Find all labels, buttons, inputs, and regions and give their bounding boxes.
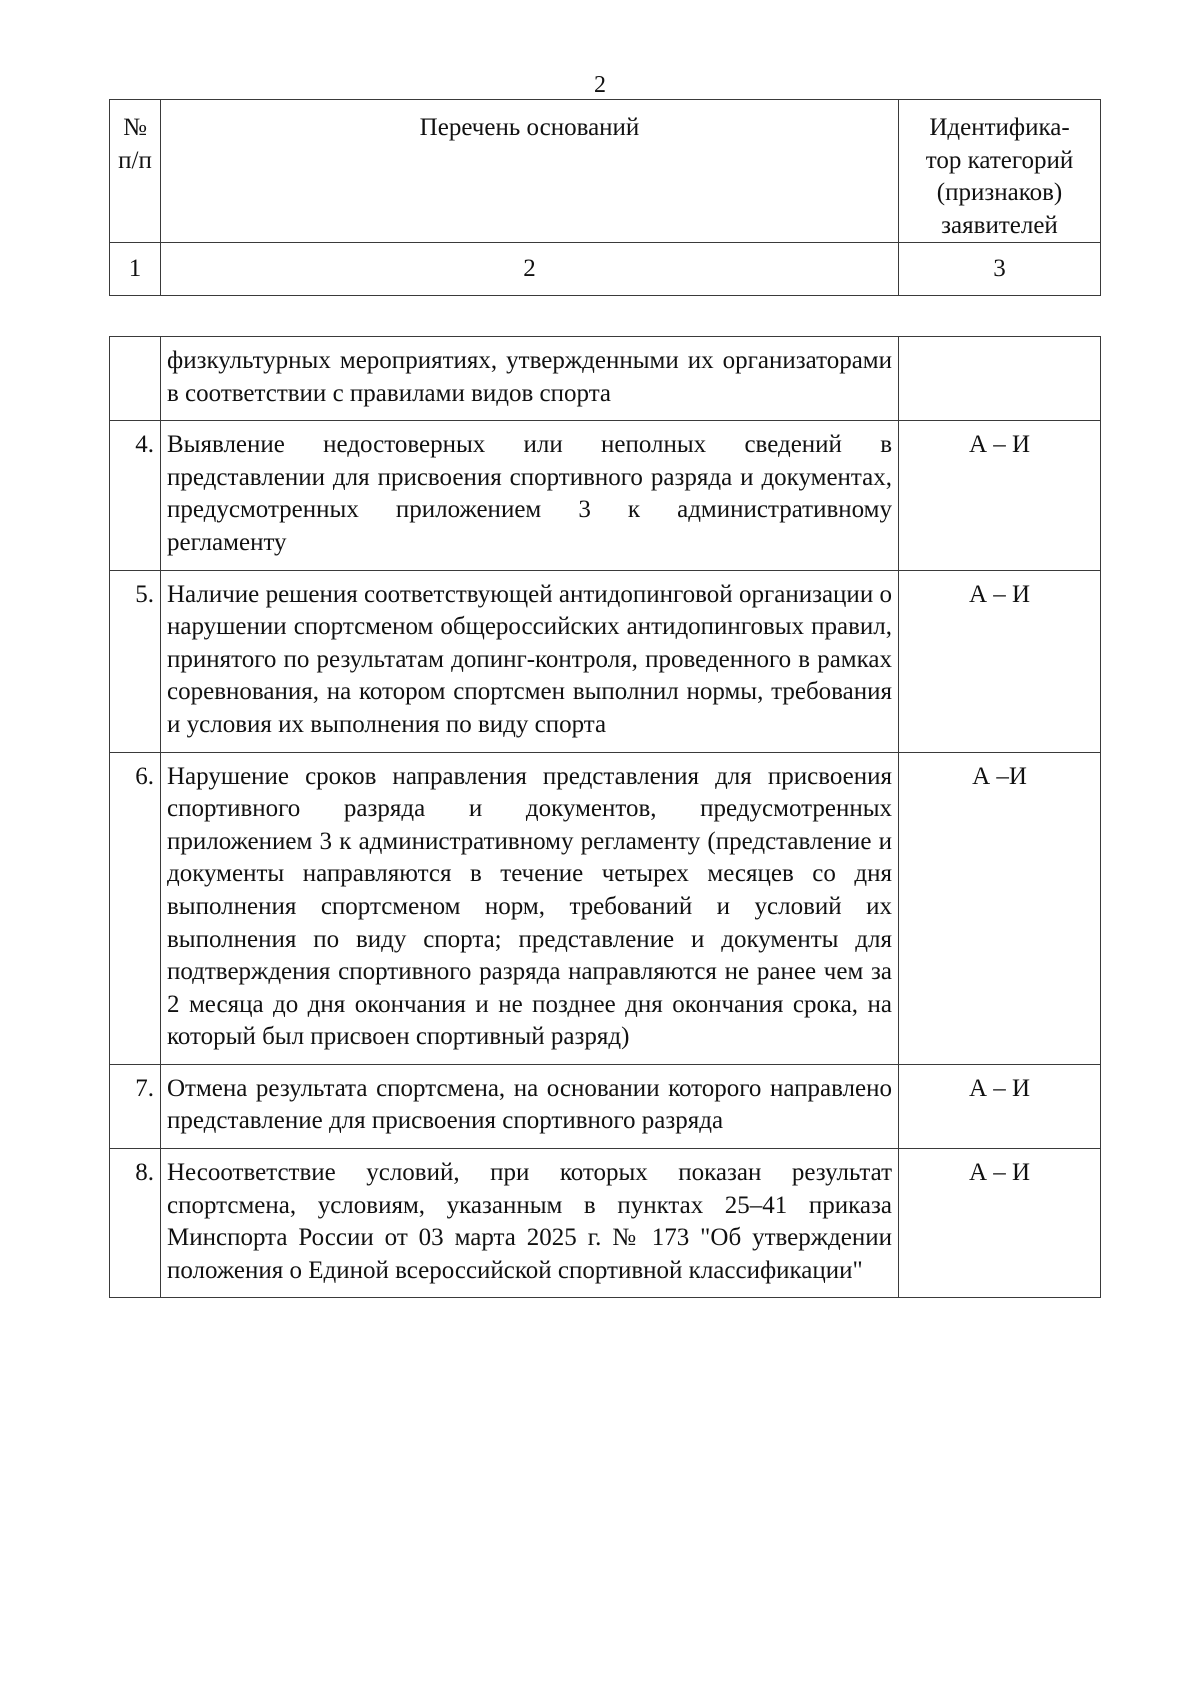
grounds-table: [109, 336, 1101, 1298]
row-number: 5.: [110, 570, 161, 752]
column-number-2: 2: [161, 243, 899, 296]
row-identifier: А – И: [899, 1064, 1101, 1148]
row-number: 6.: [110, 752, 161, 1064]
row-text: Наличие решения соответствующей антидопинговой организации о нарушении спортсменом общероссийских антидопинговых правил, принятого по результатам допинг-контроля, проведенного в рамках соревнования, на котором спортсмен выполнил нормы, требования и условия их выполнения по виду спорта: [167, 580, 892, 738]
column-number-3: 3: [899, 243, 1101, 296]
table-header: [109, 99, 1101, 296]
header-number-cell: [110, 100, 161, 243]
row-identifier: А – И: [899, 1149, 1101, 1298]
column-number-row: [110, 243, 1101, 296]
row-text: Отмена результата спортсмена, на основании которого направлено представление для присвоения спортивного разряда: [167, 1074, 892, 1135]
row-text-cell: [161, 1064, 899, 1148]
row-text-cell: [161, 570, 899, 752]
row-text-cell: [161, 1149, 899, 1298]
row-text: физкультурных мероприятиях, утвержденными их организаторами в соответствии с правилами видов спорта: [167, 347, 892, 407]
header-identifier-line-1: Идентифика-: [929, 114, 1070, 141]
header-number-symbol: №: [123, 114, 147, 141]
table-row: [110, 752, 1101, 1064]
row-number: 4.: [110, 421, 161, 570]
row-number: [110, 337, 161, 421]
header-identifier-cell: [899, 100, 1101, 243]
row-text: Нарушение сроков направления представления для присвоения спортивного разряда и документов, предусмотренных приложением 3 к административному регламенту (представление и документы направляются в течение четырех месяцев со дня выполнения спортсменом норм, требований и условий их выполнения по виду спорта; представление и документы для подтверждения спортивного разряда направляются не ранее чем за 2 месяца до дня окончания и не позднее дня окончания срока, на который был присвоен спортивный разряд): [167, 762, 892, 1051]
header-identifier-line-4: заявителей: [941, 211, 1058, 239]
header-list-cell: [161, 100, 899, 243]
header-number-abbrev: п/п: [118, 146, 152, 174]
table-row: [110, 1149, 1101, 1298]
header-list-title: Перечень оснований: [419, 114, 640, 141]
row-identifier: А –И: [899, 752, 1101, 1064]
row-text-cell: [161, 752, 899, 1064]
table-row: [110, 337, 1101, 421]
row-identifier: А – И: [899, 421, 1101, 570]
row-text-cell: [161, 421, 899, 570]
table-row: [110, 1064, 1101, 1148]
header-identifier-line-3: (признаков): [936, 179, 1063, 207]
row-identifier: [899, 337, 1101, 421]
row-number: 7.: [110, 1064, 161, 1148]
row-number: 8.: [110, 1149, 161, 1298]
header-identifier-line-2: тор категорий: [925, 146, 1074, 174]
page-number: 2: [594, 72, 606, 98]
table-row: [110, 421, 1101, 570]
column-number-1: 1: [110, 243, 161, 296]
table-row: [110, 570, 1101, 752]
header-row: [110, 100, 1101, 243]
row-text: Выявление недостоверных или неполных сведений в представлении для присвоения спортивного разряда и документах, предусмотренных приложением 3 к административному регламенту: [167, 431, 892, 556]
row-identifier: А – И: [899, 570, 1101, 752]
row-text: Несоответствие условий, при которых показан результат спортсмена, условиям, указанным в пунктах 25–41 приказа Минспорта России от 03 марта 2025 г. № 173 "Об утверждении положения о Единой всероссийской спортивной классификации": [167, 1159, 892, 1284]
row-text-cell: [161, 337, 899, 421]
